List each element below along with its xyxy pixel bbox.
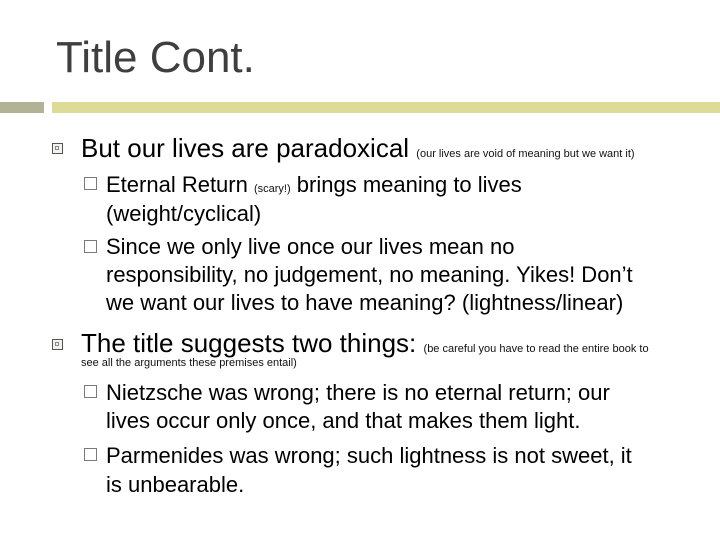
bullet-2-sub-1-line-1: Nietzsche was wrong; there is no eternal return; our	[106, 380, 610, 405]
bullet-1-text	[81, 133, 635, 164]
bullet-1-note: (our lives are void of meaning but we want it)	[416, 148, 635, 160]
bullet-2-note-line-1: (be careful you have to read the entire book to	[423, 343, 649, 355]
bullet-2-sub-1-line-2: lives occur only once, and that makes them light.	[106, 408, 581, 433]
bullet-2-sub-2-line-1: Parmenides was wrong; such lightness is not sweet, it	[106, 443, 632, 468]
title-accent-bar-left	[0, 102, 44, 113]
bullet-square-icon	[52, 339, 63, 350]
bullet-2-main: The title suggests two things:	[81, 328, 417, 358]
bullet-1-sub-1-line-2: (weight/cyclical)	[106, 201, 262, 226]
bullet-1-sub-1-line-1	[106, 172, 522, 202]
sub-bullet-checkbox-icon	[84, 177, 97, 190]
bullet-square-icon	[52, 143, 63, 154]
bullet-2-text	[81, 328, 649, 359]
bullet-1-sub-1-note: (scary!)	[253, 183, 291, 195]
sub-bullet-checkbox-icon	[84, 240, 97, 253]
bullet-2-note-line-2: see all the arguments these premises entail)	[81, 357, 297, 369]
bullet-1-sub-1-part-1: Eternal Return	[106, 172, 248, 197]
bullet-1-sub-2-line-3: we want our lives to have meaning? (lightness/linear)	[106, 290, 624, 315]
bullet-1-sub-2-line-2: responsibility, no judgement, no meaning. Yikes! Don’t	[106, 262, 633, 287]
bullet-1-sub-1-part-2: brings meaning to lives	[296, 172, 522, 197]
bullet-1-sub-2-line-1: Since we only live once our lives mean no	[106, 234, 515, 259]
bullet-2-sub-2-line-2: is unbearable.	[106, 472, 245, 497]
slide-title: Title Cont.	[56, 33, 255, 82]
sub-bullet-checkbox-icon	[84, 385, 97, 398]
sub-bullet-checkbox-icon	[84, 448, 97, 461]
title-accent-bar-right	[52, 102, 720, 113]
bullet-1-main: But our lives are paradoxical	[81, 133, 410, 163]
